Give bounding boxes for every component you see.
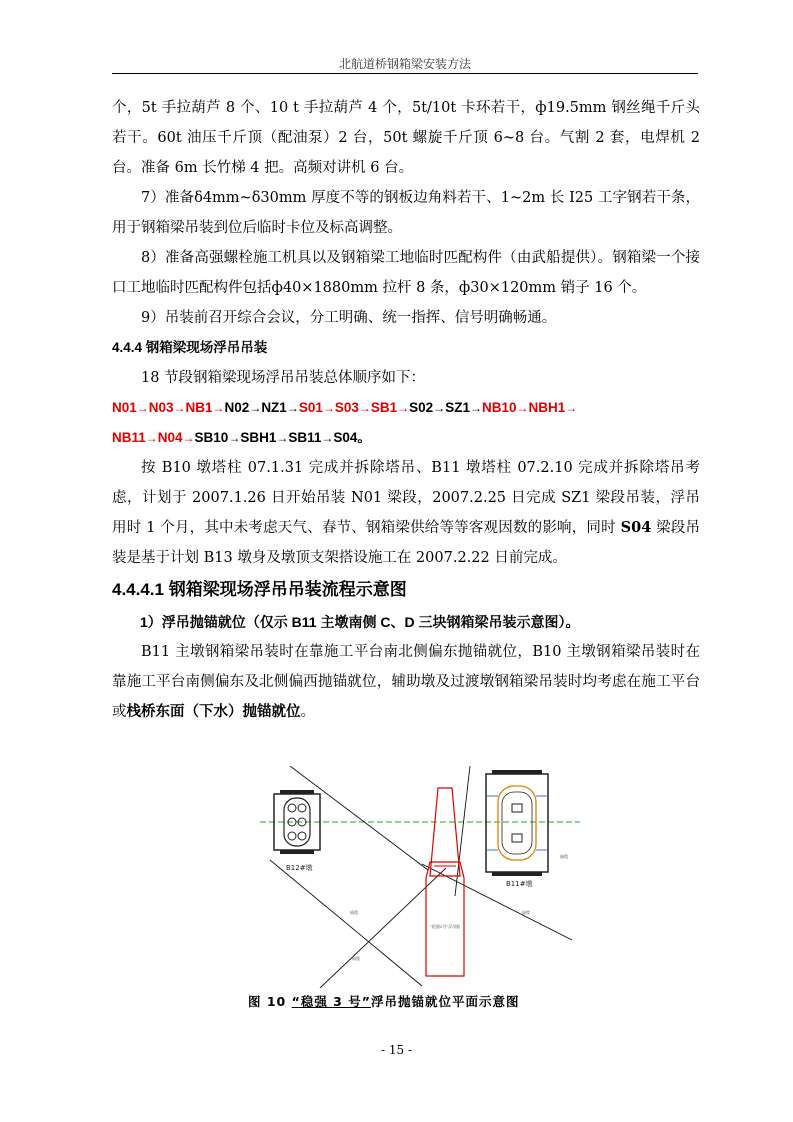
caption-title: 浮吊抛锚就位平面示意图 [370,994,520,1009]
sequence-arrow-icon: → [249,401,262,415]
paragraph-item-9: 9）吊装前召开综合会议，分工明确、统一指挥、信号明确畅通。 [141,310,557,326]
paragraph-equipment: 个，5t 手拉葫芦 8 个、10 t 手拉葫芦 4 个，5t/10t 卡环若干，ф19.5mm 钢丝绳千斤头若干。60t 油压千斤顶（配油泵）2 台，50t 螺旋千斤顶 6~8 台。气割 2 套，电焊机 2 台。准备 6m 长竹梯 4 把。高频对讲机 6 台。 [112,100,700,176]
schedule-text-end: 梁段吊装是基于计划 B13 墩身及墩顶支架搭设施工在 2007.2.22 日前完成。 [112,520,700,566]
sequence-arrow-icon: → [516,401,529,415]
segment-nz1: NZ1 [261,400,287,415]
anchoring-bold: 栈桥东面（下水）抛锚就位 [126,703,301,720]
sequence-arrow-icon: → [228,431,241,445]
sequence-arrow-icon: → [321,431,334,445]
anchor-label-1: 锚缆 [350,910,358,915]
body-text [112,93,700,727]
running-header: 北航道桥钢箱梁安装方法 [338,57,471,71]
segment-n01: N01 [112,400,137,415]
paragraph-item-7: 7）准备δ4mm~δ30mm 厚度不等的钢板边角料若干、1~2m 长 I25 工字钢若干条，用于钢箱梁吊装到位后临时卡位及标高调整。 [112,190,700,236]
anchoring-plan-figure [260,766,580,988]
segment-sb11: SB11 [288,430,322,445]
segment-nb11: NB11 [112,430,146,445]
sequence-arrow-icon: → [322,401,335,415]
sequence-arrow-icon: → [286,401,299,415]
b12-label: B12#墩 [286,864,313,872]
section-heading-4-4-4-1: 4.4.4.1 钢箱梁现场浮吊吊装流程示意图 [112,580,407,599]
segment-nb1: NB1 [185,400,213,415]
segment-s01: S01 [298,400,323,415]
paragraph-anchoring [112,637,700,727]
sequence-arrow-icon: → [469,401,482,415]
anchor-cable-5 [290,766,428,870]
sequence-arrow-icon: → [145,431,158,445]
sequence-arrow-icon: → [173,401,186,415]
lifting-sequence-line-1 [112,393,700,423]
anchor-label-2: 锚缆 [352,956,360,961]
b11-pier [486,770,548,876]
sequence-arrow-icon: → [182,431,195,445]
sequence-end: 。 [357,430,371,445]
sequence-arrow-icon: → [565,401,578,415]
caption-number: 图 10 [248,994,292,1009]
schedule-segment-s04: S04 [620,519,652,536]
anchor-cable-1 [270,860,422,986]
segment-nb10: NB10 [481,400,517,415]
sequence-arrow-icon: → [397,401,410,415]
segment-n04: N04 [157,430,183,445]
segment-sb1: SB1 [370,400,398,415]
anchoring-text: B11 主墩钢箱梁吊装时在靠施工平台南北侧偏东抛锚就位，B10 主墩钢箱梁吊装时在靠施工平台南侧偏东及北侧偏西抛锚就位，辅助墩及过渡墩钢箱梁吊装时均考虑在施工平台或 [112,644,700,720]
sequence-arrow-icon: → [136,401,149,415]
paragraph-schedule [112,453,700,573]
sequence-arrow-icon: → [212,401,225,415]
segment-n03: N03 [148,400,174,415]
schedule-text: 按 B10 墩塔柱 07.1.31 完成并拆除塔吊、B11 墩塔柱 07.2.10 完成并拆除塔吊考虑，计划于 2007.1.26 日开始吊装 N01 梁段，2007.2.25 日完成 SZ1 梁段吊装，浮吊用时 1 个月，其中未考虑天气、春节、钢箱梁供给等等客观因数的影响，同时 [112,460,700,536]
section-heading-4-4-4: 4.4.4 钢箱梁现场浮吊吊装 [112,340,268,355]
segment-n02: N02 [224,400,250,415]
caption-vessel-name: “稳强 3 号” [291,994,371,1009]
sequence-arrow-icon: → [276,431,289,445]
segment-sz1: SZ1 [445,400,470,415]
anchor-label-3: 锚缆 [522,910,530,915]
anchor-label-4: 锚缆 [560,854,568,859]
segment-s02: S02 [409,400,434,415]
page-number: - 15 - [380,1043,412,1057]
segment-s04: S04 [333,430,358,445]
segment-sbh1: SBH1 [240,430,277,445]
segment-nbh1: NBH1 [528,400,566,415]
anchoring-end: 。 [300,704,315,720]
header-rule [112,73,698,74]
anchor-cable-2 [320,868,446,988]
subheading-anchoring: 1）浮吊抛锚就位（仅示 B11 主墩南侧 C、D 三块钢箱梁吊装示意图）。 [140,614,580,630]
paragraph-item-8: 8）准备高强螺栓施工机具以及钢箱梁工地临时匹配构件（由武船提供）。钢箱梁一个接口工地临时匹配构件包括ф40×1880mm 拉杆 8 条，ф30×120mm 销子 16 个。 [112,250,700,296]
paragraph-sequence-intro: 18 节段钢箱梁现场浮吊吊装总体顺序如下： [141,370,426,386]
sequence-arrow-icon: → [358,401,371,415]
figure-caption [248,992,568,1010]
segment-sb10: SB10 [194,430,229,445]
segment-s03: S03 [334,400,359,415]
sequence-arrow-icon: → [433,401,446,415]
b11-label: B11#墩 [506,880,533,888]
lifting-sequence-line-2 [112,423,700,453]
barge-label: "稳强3号"浮吊船 [430,924,461,929]
